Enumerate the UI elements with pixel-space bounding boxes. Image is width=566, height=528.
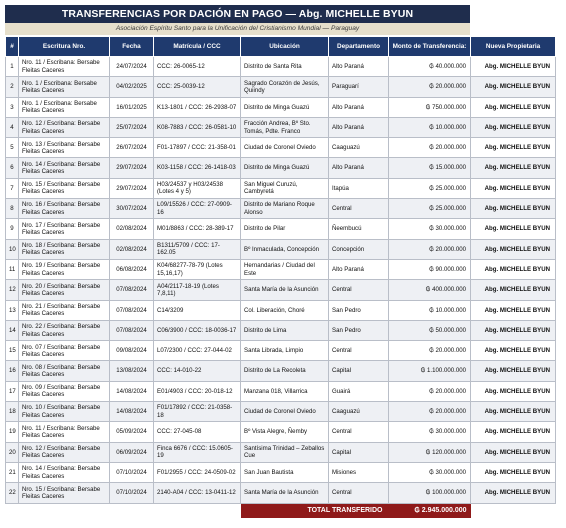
row-monto: ₲ 30.000.000 [389, 219, 471, 239]
row-escritura: Nro. 15 / Escribana: Bersabe Fleitas Caceres [19, 178, 110, 198]
table-row [6, 158, 556, 178]
table-row [6, 219, 556, 239]
header-matricula: Matrícula / CCC [154, 37, 241, 57]
row-departamento: Ñeembucú [329, 219, 389, 239]
row-monto: ₲ 10.000.000 [389, 117, 471, 137]
title-spacer [470, 5, 555, 23]
row-escritura: Nro. 09 / Escribana: Bersabe Fleitas Caceres [19, 381, 110, 401]
row-monto: ₲ 25.000.000 [389, 178, 471, 198]
row-fecha: 13/08/2024 [110, 361, 154, 381]
row-escritura: Nro. 20 / Escribana: Bersabe Fleitas Caceres [19, 280, 110, 300]
table-row [6, 300, 556, 320]
row-departamento: Guairá [329, 381, 389, 401]
header-departamento: Departamento [329, 37, 389, 57]
row-index: 15 [6, 341, 19, 361]
row-departamento: Central [329, 483, 389, 503]
row-matricula: CCC: 26-0065-12 [154, 57, 241, 77]
row-fecha: 09/08/2024 [110, 341, 154, 361]
header-row [6, 37, 556, 57]
row-fecha: 02/08/2024 [110, 219, 154, 239]
row-fecha: 26/07/2024 [110, 138, 154, 158]
row-matricula: CCC: 14-010-22 [154, 361, 241, 381]
table-row [6, 381, 556, 401]
row-index: 10 [6, 239, 19, 259]
row-departamento: Alto Paraná [329, 259, 389, 279]
row-fecha: 07/08/2024 [110, 280, 154, 300]
row-escritura: Nro. 11 / Escribana: Bersabe Fleitas Caceres [19, 57, 110, 77]
row-matricula: K04/68277-78-79 (Lotes 15,16,17) [154, 259, 241, 279]
row-escritura: Nro. 10 / Escribana: Bersabe Fleitas Caceres [19, 402, 110, 422]
row-matricula: L07/2300 / CCC: 27-044-02 [154, 341, 241, 361]
row-matricula: F01/2955 / CCC: 24-0509-02 [154, 462, 241, 482]
header-propietaria: Nueva Propietaria [471, 37, 556, 57]
row-fecha: 05/09/2024 [110, 422, 154, 442]
row-departamento: Alto Paraná [329, 117, 389, 137]
row-fecha: 07/10/2024 [110, 462, 154, 482]
title-bar [5, 5, 555, 23]
row-ubicacion: Distrito de Santa Rita [241, 57, 329, 77]
document-subtitle: Asociación Espíritu Santo para la Unificación del Cristianismo Mundial — Paraguay [5, 23, 470, 36]
header-ubicacion: Ubicación [241, 37, 329, 57]
row-ubicacion: Bº Vista Alegre, Ñemby [241, 422, 329, 442]
row-fecha: 07/10/2024 [110, 483, 154, 503]
row-departamento: Itapúa [329, 178, 389, 198]
row-departamento: Capital [329, 442, 389, 462]
row-propietaria: Abg. MICHELLE BYUN [471, 422, 556, 442]
row-escritura: Nro. 18 / Escribana: Bersabe Fleitas Caceres [19, 239, 110, 259]
row-departamento: Alto Paraná [329, 97, 389, 117]
row-propietaria: Abg. MICHELLE BYUN [471, 199, 556, 219]
table-row [6, 138, 556, 158]
row-propietaria: Abg. MICHELLE BYUN [471, 402, 556, 422]
header-escritura: Escritura Nro. [19, 37, 110, 57]
table-row [6, 97, 556, 117]
document-sheet [5, 5, 555, 518]
row-monto: ₲ 20.000.000 [389, 138, 471, 158]
row-monto: ₲ 1.100.000.000 [389, 361, 471, 381]
row-fecha: 06/08/2024 [110, 259, 154, 279]
row-propietaria: Abg. MICHELLE BYUN [471, 462, 556, 482]
row-propietaria: Abg. MICHELLE BYUN [471, 259, 556, 279]
row-escritura: Nro. 19 / Escribana: Bersabe Fleitas Caceres [19, 259, 110, 279]
row-index: 6 [6, 158, 19, 178]
row-monto: ₲ 50.000.000 [389, 320, 471, 340]
row-index: 7 [6, 178, 19, 198]
row-index: 11 [6, 259, 19, 279]
row-ubicacion: Bº Inmaculada, Concepción [241, 239, 329, 259]
row-index: 4 [6, 117, 19, 137]
row-monto: ₲ 750.000.000 [389, 97, 471, 117]
header-fecha: Fecha [110, 37, 154, 57]
header-index: # [6, 37, 19, 57]
row-monto: ₲ 400.000.000 [389, 280, 471, 300]
row-fecha: 04/02/2025 [110, 77, 154, 97]
row-fecha: 02/08/2024 [110, 239, 154, 259]
table-row [6, 341, 556, 361]
row-monto: ₲ 30.000.000 [389, 462, 471, 482]
row-fecha: 25/07/2024 [110, 117, 154, 137]
row-propietaria: Abg. MICHELLE BYUN [471, 77, 556, 97]
table-row [6, 462, 556, 482]
row-escritura: Nro. 1 / Escribana: Bersabe Fleitas Caceres [19, 97, 110, 117]
row-monto: ₲ 20.000.000 [389, 77, 471, 97]
row-index: 2 [6, 77, 19, 97]
row-propietaria: Abg. MICHELLE BYUN [471, 117, 556, 137]
row-monto: ₲ 20.000.000 [389, 402, 471, 422]
row-propietaria: Abg. MICHELLE BYUN [471, 158, 556, 178]
row-matricula: A04/2117-18-19 (Lotes 7,8,11) [154, 280, 241, 300]
row-propietaria: Abg. MICHELLE BYUN [471, 320, 556, 340]
row-matricula: L09/15526 / CCC: 27-0909-16 [154, 199, 241, 219]
row-departamento: Alto Paraná [329, 158, 389, 178]
row-escritura: Nro. 08 / Escribana: Bersabe Fleitas Caceres [19, 361, 110, 381]
row-monto: ₲ 20.000.000 [389, 381, 471, 401]
row-index: 18 [6, 402, 19, 422]
row-matricula: K03-1158 / CCC: 26-1418-03 [154, 158, 241, 178]
row-departamento: Central [329, 280, 389, 300]
row-ubicacion: San Juan Bautista [241, 462, 329, 482]
row-fecha: 07/08/2024 [110, 300, 154, 320]
row-matricula: F01/17892 / CCC: 21-0358-18 [154, 402, 241, 422]
row-matricula: C14/3209 [154, 300, 241, 320]
row-propietaria: Abg. MICHELLE BYUN [471, 300, 556, 320]
row-escritura: Nro. 12 / Escribana: Bersabe Fleitas Caceres [19, 442, 110, 462]
row-monto: ₲ 90.000.000 [389, 259, 471, 279]
row-escritura: Nro. 15 / Escribana: Bersabe Fleitas Caceres [19, 483, 110, 503]
row-index: 3 [6, 97, 19, 117]
table-row [6, 280, 556, 300]
row-propietaria: Abg. MICHELLE BYUN [471, 381, 556, 401]
document-title: TRANSFERENCIAS POR DACIÓN EN PAGO — Abg. MICHELLE BYUN [5, 5, 470, 23]
row-propietaria: Abg. MICHELLE BYUN [471, 97, 556, 117]
row-matricula: C06/3900 / CCC: 18-0036-17 [154, 320, 241, 340]
table-row [6, 361, 556, 381]
row-escritura: Nro. 1 / Escribana: Bersabe Fleitas Caceres [19, 77, 110, 97]
row-departamento: Misiones [329, 462, 389, 482]
row-fecha: 24/07/2024 [110, 57, 154, 77]
row-index: 21 [6, 462, 19, 482]
row-matricula: K08-7883 / CCC: 26-0581-10 [154, 117, 241, 137]
row-ubicacion: Distrito de Lima [241, 320, 329, 340]
row-matricula: M01/8863 / CCC: 28-389-17 [154, 219, 241, 239]
row-departamento: Alto Paraná [329, 57, 389, 77]
row-index: 12 [6, 280, 19, 300]
table-row [6, 442, 556, 462]
row-fecha: 29/07/2024 [110, 158, 154, 178]
row-index: 14 [6, 320, 19, 340]
row-ubicacion: Santa Librada, Limpio [241, 341, 329, 361]
row-ubicacion: Ciudad de Coronel Oviedo [241, 138, 329, 158]
row-propietaria: Abg. MICHELLE BYUN [471, 442, 556, 462]
row-departamento: Caaguazú [329, 138, 389, 158]
row-escritura: Nro. 12 / Escribana: Bersabe Fleitas Caceres [19, 117, 110, 137]
row-fecha: 14/08/2024 [110, 402, 154, 422]
table-row [6, 402, 556, 422]
row-matricula: CCC: 27-045-08 [154, 422, 241, 442]
row-departamento: Caaguazú [329, 402, 389, 422]
row-monto: ₲ 10.000.000 [389, 300, 471, 320]
total-end-spacer [471, 503, 556, 518]
row-matricula: B1311/5709 / CCC: 17-162.05 [154, 239, 241, 259]
row-departamento: Central [329, 199, 389, 219]
row-ubicacion: Sagrado Corazón de Jesús, Quiindy [241, 77, 329, 97]
row-monto: ₲ 100.000.000 [389, 483, 471, 503]
row-propietaria: Abg. MICHELLE BYUN [471, 239, 556, 259]
row-ubicacion: Distrito de Mariano Roque Alonso [241, 199, 329, 219]
row-escritura: Nro. 14 / Escribana: Bersabe Fleitas Caceres [19, 158, 110, 178]
row-escritura: Nro. 14 / Escribana: Bersabe Fleitas Caceres [19, 462, 110, 482]
row-fecha: 30/07/2024 [110, 199, 154, 219]
row-matricula: K13-1801 / CCC: 26-2938-07 [154, 97, 241, 117]
transfers-table [5, 36, 556, 518]
row-propietaria: Abg. MICHELLE BYUN [471, 219, 556, 239]
row-fecha: 07/08/2024 [110, 320, 154, 340]
row-ubicacion: Santísima Trinidad – Zeballos Cue [241, 442, 329, 462]
row-ubicacion: San Miguel Curuzú, Cambyretá [241, 178, 329, 198]
row-ubicacion: Distrito de Pilar [241, 219, 329, 239]
row-index: 8 [6, 199, 19, 219]
row-escritura: Nro. 07 / Escribana: Bersabe Fleitas Caceres [19, 341, 110, 361]
row-monto: ₲ 25.000.000 [389, 199, 471, 219]
row-escritura: Nro. 13 / Escribana: Bersabe Fleitas Caceres [19, 138, 110, 158]
row-ubicacion: Distrito de Minga Guazú [241, 158, 329, 178]
total-row [6, 503, 556, 518]
row-departamento: Concepción [329, 239, 389, 259]
row-ubicacion: Col. Liberación, Choré [241, 300, 329, 320]
row-ubicacion: Distrito de La Recoleta [241, 361, 329, 381]
row-fecha: 29/07/2024 [110, 178, 154, 198]
row-index: 9 [6, 219, 19, 239]
row-departamento: Central [329, 422, 389, 442]
table-row [6, 483, 556, 503]
row-index: 19 [6, 422, 19, 442]
row-escritura: Nro. 11 / Escribana: Bersabe Fleitas Caceres [19, 422, 110, 442]
table-row [6, 117, 556, 137]
row-departamento: San Pedro [329, 320, 389, 340]
row-escritura: Nro. 21 / Escribana: Bersabe Fleitas Caceres [19, 300, 110, 320]
table-row [6, 259, 556, 279]
row-propietaria: Abg. MICHELLE BYUN [471, 483, 556, 503]
row-escritura: Nro. 17 / Escribana: Bersabe Fleitas Caceres [19, 219, 110, 239]
row-propietaria: Abg. MICHELLE BYUN [471, 178, 556, 198]
table-row [6, 199, 556, 219]
total-spacer [6, 503, 241, 518]
row-index: 17 [6, 381, 19, 401]
table-row [6, 239, 556, 259]
row-monto: ₲ 20.000.000 [389, 341, 471, 361]
row-index: 13 [6, 300, 19, 320]
row-departamento: Capital [329, 361, 389, 381]
row-escritura: Nro. 16 / Escribana: Bersabe Fleitas Caceres [19, 199, 110, 219]
row-propietaria: Abg. MICHELLE BYUN [471, 280, 556, 300]
row-departamento: San Pedro [329, 300, 389, 320]
row-fecha: 16/01/2025 [110, 97, 154, 117]
row-ubicacion: Manzana 018, Villarrica [241, 381, 329, 401]
row-index: 22 [6, 483, 19, 503]
table-row [6, 57, 556, 77]
row-monto: ₲ 15.000.000 [389, 158, 471, 178]
row-monto: ₲ 20.000.000 [389, 239, 471, 259]
row-matricula: Finca 6676 / CCC: 15.0605-19 [154, 442, 241, 462]
row-matricula: CCC: 25-0039-12 [154, 77, 241, 97]
row-departamento: Central [329, 341, 389, 361]
row-ubicacion: Hernandarias / Ciudad del Este [241, 259, 329, 279]
row-matricula: H03/24537 y H03/24538 (Lotes 4 y 5) [154, 178, 241, 198]
total-label-cell: TOTAL TRANSFERIDO [241, 503, 389, 518]
table-row [6, 422, 556, 442]
row-matricula: E01/4903 / CCC: 20-018-12 [154, 381, 241, 401]
row-index: 20 [6, 442, 19, 462]
row-ubicacion: Ciudad de Coronel Oviedo [241, 402, 329, 422]
header-monto: Monto de Transferencia: [389, 37, 471, 57]
row-ubicacion: Santa María de la Asunción [241, 280, 329, 300]
row-fecha: 06/09/2024 [110, 442, 154, 462]
row-monto: ₲ 40.000.000 [389, 57, 471, 77]
table-row [6, 178, 556, 198]
row-index: 5 [6, 138, 19, 158]
table-body [6, 57, 556, 504]
table-row [6, 77, 556, 97]
row-propietaria: Abg. MICHELLE BYUN [471, 341, 556, 361]
total-amount: ₲ 2.945.000.000 [389, 503, 471, 518]
row-matricula: 2140-A04 / CCC: 13-0411-12 [154, 483, 241, 503]
row-matricula: F01-17897 / CCC: 21-358-01 [154, 138, 241, 158]
row-ubicacion: Distrito de Minga Guazú [241, 97, 329, 117]
row-index: 16 [6, 361, 19, 381]
row-propietaria: Abg. MICHELLE BYUN [471, 57, 556, 77]
table-row [6, 320, 556, 340]
row-ubicacion: Fracción Andrea, Bº Sto. Tomás, Pdte. Franco [241, 117, 329, 137]
row-departamento: Paraguarí [329, 77, 389, 97]
row-propietaria: Abg. MICHELLE BYUN [471, 361, 556, 381]
row-index: 1 [6, 57, 19, 77]
row-fecha: 14/08/2024 [110, 381, 154, 401]
row-ubicacion: Santa María de la Asunción [241, 483, 329, 503]
row-propietaria: Abg. MICHELLE BYUN [471, 138, 556, 158]
row-escritura: Nro. 22 / Escribana: Bersabe Fleitas Caceres [19, 320, 110, 340]
row-monto: ₲ 30.000.000 [389, 422, 471, 442]
row-monto: ₲ 120.000.000 [389, 442, 471, 462]
